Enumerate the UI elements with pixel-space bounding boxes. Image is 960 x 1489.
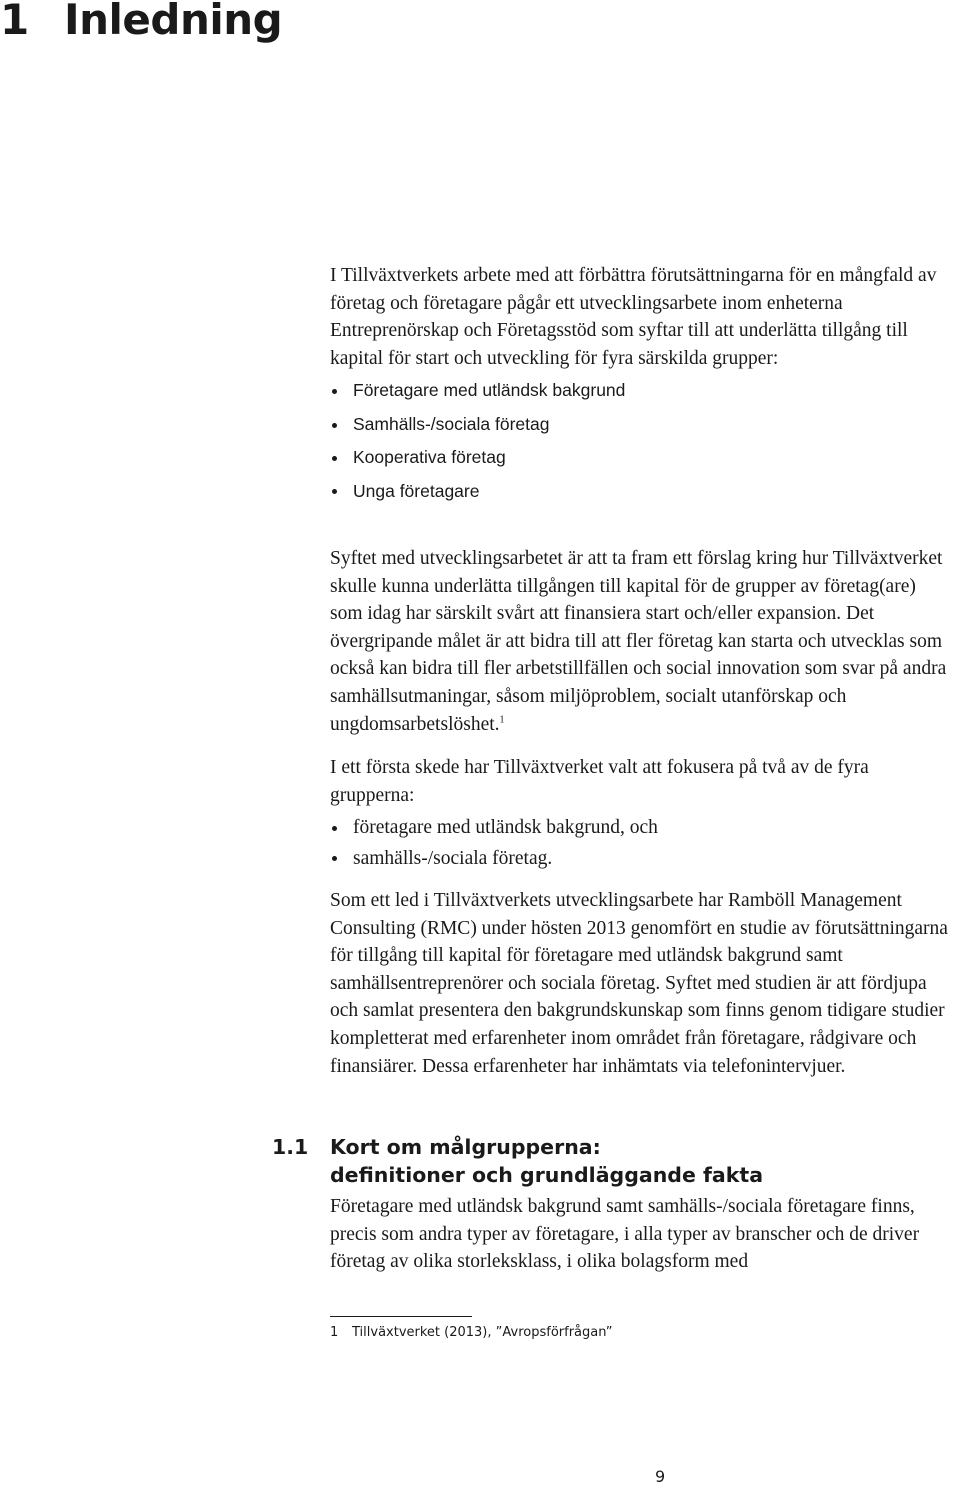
footnote bbox=[330, 1323, 613, 1343]
intro-block bbox=[330, 262, 952, 505]
footnote-number: 1 bbox=[330, 1325, 339, 1340]
focus-block bbox=[330, 754, 952, 872]
chapter-title: Inledning bbox=[64, 0, 283, 44]
intro-paragraph: I Tillväxtverkets arbete med att förbättra förutsättningarna för en mångfald av företag och företagare pågår ett utvecklingsarbete inom enheterna Entreprenörskap och Företagsstöd som syftar till att underlätta tillgång till kapital för start och utveckling för fyra särskilda grupper: bbox=[330, 265, 937, 369]
list-item: Företagare med utländsk bakgrund bbox=[330, 377, 952, 405]
purpose-block bbox=[330, 545, 952, 738]
study-paragraph: Som ett led i Tillväxtverkets utvecklingsarbete har Ramböll Management Consulting (RMC) under hösten 2013 genomfört en studie av förutsättningarna för tillgång till kapital för företagare med utländsk bakgrund samt samhällsentreprenörer och sociala företag. Syftet med studien är att fördjupa och samlat presentera den bakgrundskunskap som finns genom tidigare studier kompletterat med erfarenheter inom området från företagare, rådgivare och finansiärer. Dessa erfarenheter har inhämtats via telefonintervjuer. bbox=[330, 890, 948, 1077]
list-item: Samhälls-/sociala företag bbox=[330, 411, 952, 439]
list-item: Unga företagare bbox=[330, 478, 952, 506]
focus-groups-list bbox=[330, 814, 952, 872]
section-number: 1.1 bbox=[272, 1135, 309, 1159]
section-paragraph: Företagare med utländsk bakgrund samt samhälls-/sociala företagare finns, precis som andra typer av företagare, i alla typer av branscher och de driver företag av olika storleksklass, i olika bolagsform med bbox=[330, 1196, 920, 1273]
section-title-line-2: definitioner och grundläggande fakta bbox=[330, 1163, 764, 1187]
section-heading bbox=[272, 1133, 952, 1189]
chapter-number: 1 bbox=[0, 0, 29, 44]
list-item: samhälls-/sociala företag. bbox=[330, 845, 952, 873]
footnote-reference[interactable]: 1 bbox=[499, 714, 505, 726]
list-item: Kooperativa företag bbox=[330, 444, 952, 472]
list-item: företagare med utländsk bakgrund, och bbox=[330, 814, 952, 842]
section-body bbox=[330, 1193, 952, 1276]
purpose-text: Syftet med utvecklingsarbetet är att ta fram ett förslag kring hur Tillväxtverket skulle kunna underlätta tillgången till kapital för de grupper av företag(are) som idag har särskilt svårt att finansiera start och/eller expansion. Det övergripande målet är att bidra till att fler företag kan starta och utvecklas som också kan bidra till fler arbetstillfällen och social innovation som svar på andra samhällsutmaningar, såsom miljöproblem, socialt utanförskap och ungdomsarbetslöshet. bbox=[330, 548, 947, 735]
section-title bbox=[330, 1133, 952, 1189]
study-block bbox=[330, 887, 952, 1080]
footnote-text: Tillväxtverket (2013), ”Avropsförfrågan” bbox=[352, 1325, 613, 1340]
chapter-heading bbox=[0, 0, 282, 46]
footnote-divider bbox=[330, 1316, 472, 1317]
purpose-paragraph bbox=[330, 545, 952, 738]
page-number: 9 bbox=[655, 1467, 666, 1486]
target-groups-list bbox=[330, 377, 952, 505]
focus-paragraph: I ett första skede har Tillväxtverket valt att fokusera på två av de fyra grupperna: bbox=[330, 757, 869, 806]
section-title-line-1: Kort om målgrupperna: bbox=[330, 1135, 601, 1159]
